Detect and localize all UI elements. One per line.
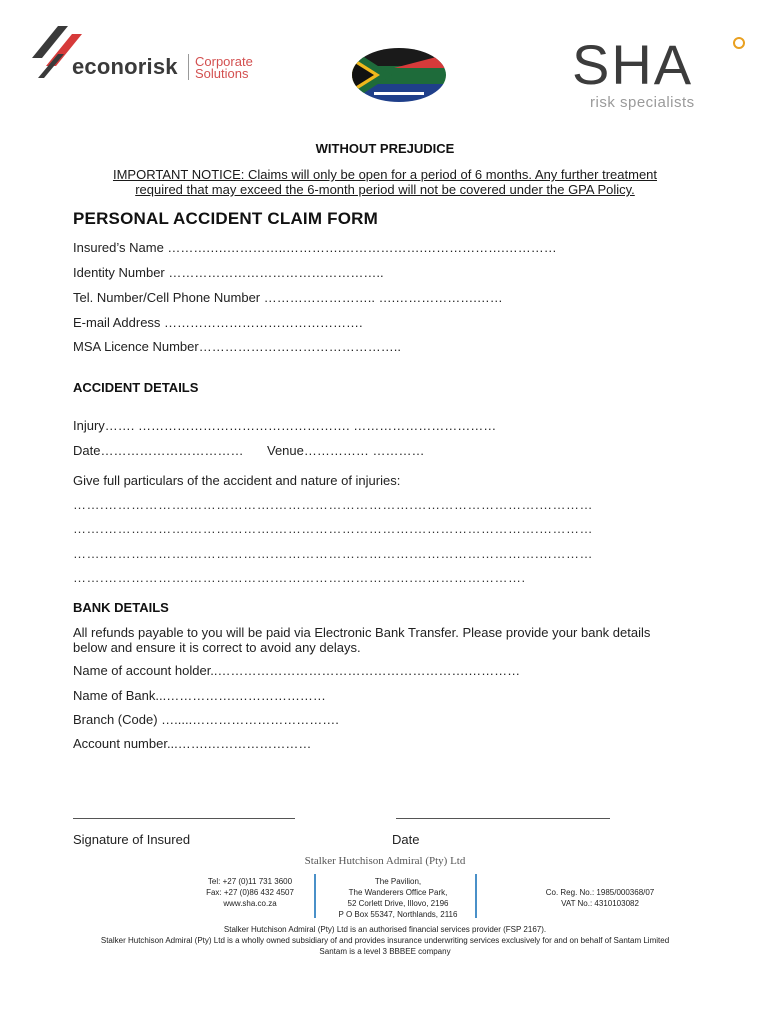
accident-date-field[interactable]: Date…………………………… — [73, 443, 244, 458]
sa-flag-emblem — [350, 46, 448, 104]
important-notice-line-1: IMPORTANT NOTICE: Claims will only be open for a period of 6 months. Any further treatment — [112, 167, 658, 182]
footer-fax: Fax: +27 (0)86 432 4507 — [206, 888, 294, 897]
phone-number-field[interactable]: Tel. Number/Cell Phone Number …………………….. ….……………….…… — [73, 290, 503, 305]
particulars-line-2[interactable]: …….……………….……………….………………………….……………………….………… — [73, 521, 594, 536]
particulars-prompt: Give full particulars of the accident and nature of injuries: — [73, 473, 401, 488]
bank-note-line-1: All refunds payable to you will be paid via Electronic Bank Transfer. Please provide your bank details — [73, 625, 651, 640]
footer-legal-1: Stalker Hutchison Admiral (Pty) Ltd is an authorised financial services provider (FSP 2167). — [223, 925, 547, 934]
signature-date-label: Date — [392, 832, 420, 847]
accident-details-heading: ACCIDENT DETAILS — [73, 380, 199, 395]
bank-details-heading: BANK DETAILS — [73, 600, 169, 615]
footer-address-2: The Wanderers Office Park, — [348, 888, 448, 897]
footer-address-3: 52 Corlett Drive, Illovo, 2196 — [347, 899, 449, 908]
footer-divider-right — [475, 874, 477, 918]
footer-company-name: Stalker Hutchison Admiral (Pty) Ltd — [304, 855, 466, 867]
footer-reg-no: Co. Reg. No.: 1985/000368/07 — [545, 888, 655, 897]
account-holder-field[interactable]: Name of account holder..………………………………………………….………… — [73, 663, 521, 678]
footer-web[interactable]: www.sha.co.za — [223, 899, 277, 908]
account-number-field[interactable]: Account number...…….…………………… — [73, 736, 312, 751]
footer-tel: Tel: +27 (0)11 731 3600 — [207, 877, 293, 886]
econorisk-wordmark: econorisk — [72, 54, 178, 79]
sha-logo — [568, 30, 758, 118]
important-notice-line-2: required that may exceed the 6-month period will not be covered under the GPA Policy. — [135, 182, 635, 197]
econorisk-logo — [28, 22, 278, 92]
insured-name-field[interactable]: Insured’s Name ……….….…………..………….……………….……………….………… — [73, 240, 557, 255]
without-prejudice-heading: WITHOUT PREJUDICE — [315, 141, 455, 156]
branch-code-field[interactable]: Branch (Code) ….....……………………………. — [73, 712, 339, 727]
email-field[interactable]: E-mail Address ………………………………………. — [73, 315, 363, 330]
footer-address-1: The Pavilion, — [374, 877, 422, 886]
footer-legal-3: Santam is a level 3 BBBEE company — [319, 947, 451, 956]
logo-divider — [188, 54, 189, 80]
particulars-line-1[interactable]: …….……………….……………….………………………….……………………….………… — [73, 497, 594, 512]
particulars-line-4[interactable]: …….……………….……………….………………………….……………………. — [73, 570, 526, 585]
insured-signature-label: Signature of Insured — [73, 832, 191, 847]
sha-ring-icon — [732, 36, 746, 50]
footer-registration — [500, 887, 700, 909]
msa-licence-field[interactable]: MSA Licence Number……………………………………….. — [73, 339, 401, 354]
econorisk-sub-2: Solutions — [195, 66, 249, 81]
footer-address-4: P O Box 55347, Northlands, 2116 — [338, 910, 458, 919]
sa-flag-emblem-icon — [350, 46, 448, 104]
insured-signature-line[interactable] — [73, 818, 295, 819]
signature-date-line[interactable] — [396, 818, 610, 819]
form-title: PERSONAL ACCIDENT CLAIM FORM — [73, 209, 378, 228]
sha-wordmark: SHA — [572, 33, 694, 96]
identity-number-field[interactable]: Identity Number ………………………………………….. — [73, 265, 384, 280]
sha-tagline: risk specialists — [590, 94, 695, 111]
injury-field[interactable]: Injury……. …………………………………………. …………………………… — [73, 418, 497, 433]
footer-vat-no: VAT No.: 4310103082 — [561, 899, 639, 908]
particulars-line-3[interactable]: …….……………….……………….………………………….……………………….………… — [73, 546, 594, 561]
econorisk-sub-1: Corporate — [195, 54, 253, 69]
bank-note-line-2: below and ensure it is correct to avoid any delays. — [73, 640, 361, 655]
footer-address — [300, 876, 496, 920]
venue-field[interactable]: Venue…………… ………… — [267, 443, 425, 458]
bank-name-field[interactable]: Name of Bank...…………….………………… — [73, 688, 326, 703]
footer-legal-2: Stalker Hutchison Admiral (Pty) Ltd is a wholly owned subsidiary of and provides insurance underwriting services exclusively for and on behalf of Santam Limited — [100, 936, 670, 945]
